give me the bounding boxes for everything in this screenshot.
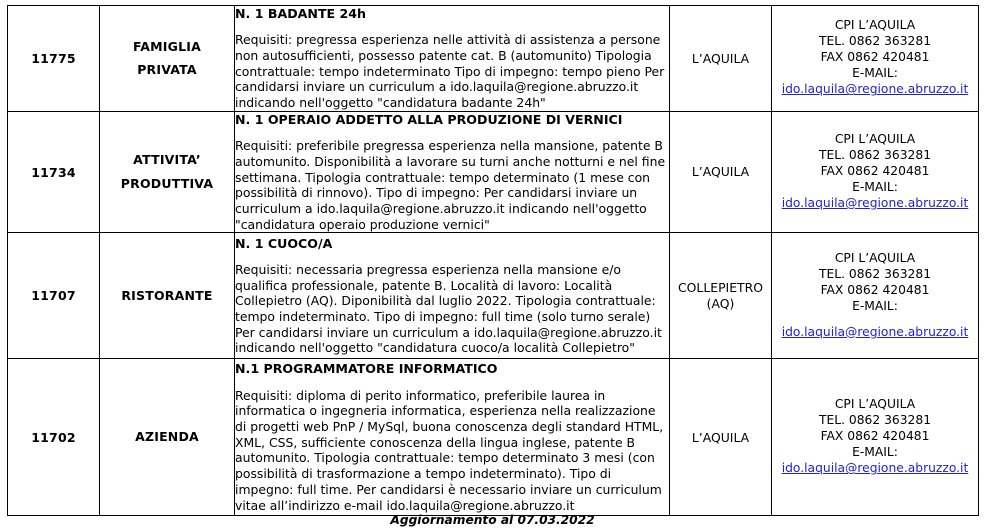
contact-email-link[interactable]: ido.laquila@regione.abruzzo.it <box>781 82 969 97</box>
contact-office: CPI L’AQUILA <box>834 18 916 33</box>
job-location-cell <box>670 233 772 359</box>
job-id-cell: 11707 <box>8 233 100 359</box>
contact-office: CPI L’AQUILA <box>834 132 916 147</box>
employer-name-line1: AZIENDA <box>135 429 199 445</box>
contact-email-link[interactable]: ido.laquila@regione.abruzzo.it <box>781 324 969 339</box>
table-row <box>8 6 979 112</box>
contact-fax: FAX 0862 420481 <box>820 429 930 444</box>
job-requirements: Requisiti: pregressa esperienza nelle attività di assistenza a persone non autosufficienti, possesso patente cat. B (automunito) Tipologia contrattuale: tempo indeterminato Tipo di impegno: tempo pieno Per candidarsi inviare un curriculum a ido.laquila@regione.abruzzo.it indicando nell'oggetto "candidatura badante 24h" <box>235 32 665 111</box>
job-listings-page <box>0 5 985 531</box>
contact-phone: TEL. 0862 363281 <box>818 413 932 428</box>
contact-email-label: E-MAIL: <box>852 66 898 81</box>
contact-fax: FAX 0862 420481 <box>820 164 930 179</box>
job-location-cell: L’AQUILA <box>670 111 772 232</box>
job-description-cell <box>235 111 670 232</box>
table-row <box>8 111 979 232</box>
contact-cell <box>772 359 979 516</box>
job-listings-table <box>7 5 979 516</box>
employer-name-line2: PRIVATA <box>137 62 197 78</box>
job-id-cell: 11734 <box>8 111 100 232</box>
contact-office: CPI L’AQUILA <box>834 397 916 412</box>
job-id-cell: 11775 <box>8 6 100 112</box>
contact-office: CPI L’AQUILA <box>834 250 916 265</box>
contact-cell <box>772 233 979 359</box>
contact-email-link[interactable]: ido.laquila@regione.abruzzo.it <box>781 196 969 211</box>
contact-phone: TEL. 0862 363281 <box>818 266 932 281</box>
job-description-cell <box>235 359 670 516</box>
job-requirements: Requisiti: necessaria pregressa esperienza nella mansione e/o qualifica professionale, patente B. Località di lavoro: Località Collepietro (AQ). Diponibilità dal luglio 2022. Tipologia contrattuale: tempo indeterminato. Tipo di impegno: full time (solo turno serale) Per candidarsi inviare un curriculum a ido.laquila@regione.abruzzo.it indicando nell'oggetto "candidatura cuoco/a località Collepietro" <box>235 261 662 356</box>
table-row <box>8 233 979 359</box>
job-description-cell <box>235 6 670 112</box>
job-location-cell: L’AQUILA <box>670 359 772 516</box>
contact-fax: FAX 0862 420481 <box>820 282 930 297</box>
employer-name-line1: ATTIVITA’ <box>133 152 201 168</box>
employer-name-line1: FAMIGLIA <box>132 38 202 54</box>
contact-email-label: E-MAIL: <box>852 445 898 460</box>
employer-name-line2: PRODUTTIVA <box>120 176 214 192</box>
job-id-cell: 11702 <box>8 359 100 516</box>
job-location-cell: L’AQUILA <box>670 6 772 112</box>
employer-cell <box>100 359 235 516</box>
contact-cell <box>772 111 979 232</box>
contact-email-label: E-MAIL: <box>852 180 898 195</box>
contact-fax: FAX 0862 420481 <box>820 50 930 65</box>
job-title: N. 1 OPERAIO ADDETTO ALLA PRODUZIONE DI VERNICI <box>235 111 623 127</box>
contact-email-label: E-MAIL: <box>852 298 898 313</box>
job-location-line2: (AQ) <box>706 295 735 311</box>
contact-email-link[interactable]: ido.laquila@regione.abruzzo.it <box>781 461 969 476</box>
employer-name-line1: RISTORANTE <box>121 287 213 303</box>
table-row <box>8 359 979 516</box>
job-title: N. 1 CUOCO/A <box>235 235 333 251</box>
job-requirements: Requisiti: diploma di perito informatico, preferibile laurea in informatica o ingegneria informatica, esperienza nella realizzazione di progetti web PnP / MySql, buona conoscenza degli standard HTML, XML, CSS, sufficiente conoscenza della lingua inglese, patente B automunito. Tipologia contrattuale: tempo determinato 3 mesi (con possibilità di trasformazione a tempo indeterminato). Tipo di impegno: full time. Per candidarsi è necessario inviare un curriculum vitae all’indirizzo e-mail ido.laquila@regione.abruzzo.it <box>235 387 664 513</box>
job-title: N. 1 BADANTE 24h <box>235 6 367 21</box>
job-location-line1: COLLEPIETRO <box>678 280 763 296</box>
update-date-note: Aggiornamento al 07.03.2022 <box>390 513 595 527</box>
employer-cell <box>100 233 235 359</box>
contact-phone: TEL. 0862 363281 <box>818 34 932 49</box>
employer-cell <box>100 6 235 112</box>
contact-phone: TEL. 0862 363281 <box>818 148 932 163</box>
contact-cell <box>772 6 979 112</box>
job-requirements: Requisiti: preferibile pregressa esperienza nella mansione, patente B automunito. Disponibilità a lavorare su turni anche notturni e nel fine settimana. Tipologia contrattuale: tempo determinato (1 mese con possibilità di rinnovo). Tipo di impegno: Per candidarsi inviare un curriculum a ido.laquila@regione.abruzzo.it indicando nell'oggetto "candidatura operaio produzione vernici" <box>235 138 666 232</box>
job-description-cell <box>235 233 670 359</box>
job-title: N.1 PROGRAMMATORE INFORMATICO <box>235 361 498 377</box>
employer-cell <box>100 111 235 232</box>
